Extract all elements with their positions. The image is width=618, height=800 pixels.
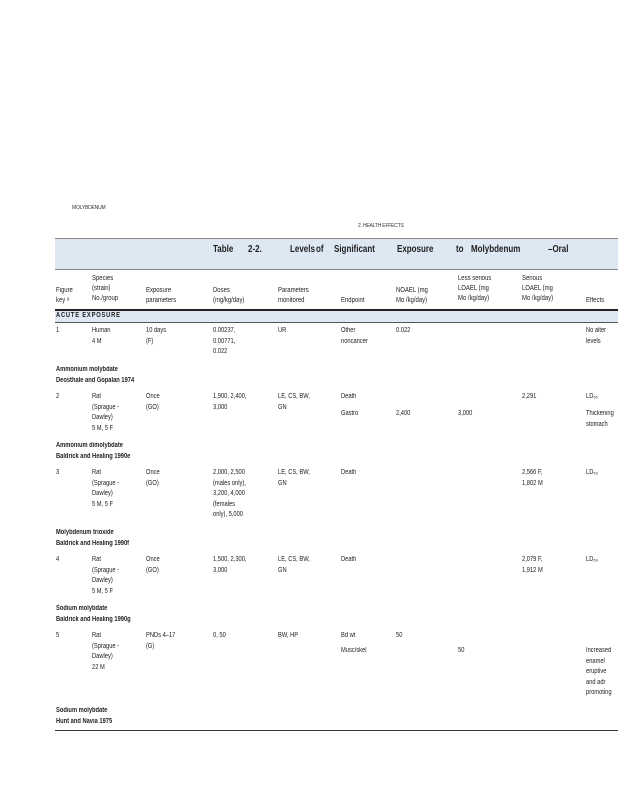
row-endpoint: Other noncancer [341,327,368,345]
row-key: 4 [56,556,60,563]
row-ref-compound: Ammonium dimolybdate [56,442,123,449]
row-ref-citation: Hunt and Navia 1975 [56,718,113,725]
row-species: Rat (Sprague - Dawley) 5 M, 5 F [92,469,120,508]
row-exposure: PNDs 4–17 (G) [146,632,176,650]
row-serious-loael: 2,566 F, 1,802 M [522,469,543,487]
section-label: 2. HEALTH EFFECTS [358,223,404,229]
row-doses: 2,000, 2,500 (males only), 3,200, 4,000 (females only), 5,000 [213,469,246,518]
row-key: 2 [56,393,60,400]
title-word: –Oral [548,244,569,255]
col-parameters-monitored: Parameters monitored [278,287,309,304]
title-top-rule [55,238,618,239]
row-serious-loael: 2,079 F, 1,912 M [522,556,543,574]
row-params: LE, CS, BW, GN [278,469,310,487]
running-title: MOLYBDENUM [72,205,106,211]
row-effects: Increased enamel eruptive and adr promoting [586,647,612,696]
row-endpoint: Death [341,556,357,563]
row-ref-compound: Sodium molybdate [56,605,108,612]
row-endpoint: Musc/skel [341,647,367,654]
row-species: Rat (Sprague - Dawley) 5 M, 5 F [92,393,120,432]
row-key: 3 [56,469,60,476]
table-bottom-rule [55,730,618,731]
title-bottom-rule [55,269,618,270]
section-acute-exposure: ACUTE EXPOSURE [56,312,121,319]
col-endpoint: Endpoint [341,297,365,304]
row-params: LE, CS, BW, GN [278,393,310,411]
section-band-rule [55,322,618,323]
row-exposure: 10 days (F) [146,327,167,345]
section-band [55,311,618,322]
row-ref-compound: Molybdenum trioxide [56,529,114,536]
col-figure-key: Figure key ᵃ [56,287,73,304]
row-ref-compound: Ammonium molybdate [56,366,118,373]
col-less-serious-loael: Less serious LOAEL (mg Mo /kg/day) [458,275,492,302]
row-effects: LD₅₀ [586,393,599,400]
row-params: LE, CS, BW, GN [278,556,310,574]
row-key: 5 [56,632,60,639]
col-effects: Effects [586,297,605,304]
col-exposure-parameters: Exposure parameters [146,287,177,304]
row-doses: 0, 50 [213,632,226,639]
row-ref-citation: Deosthale and Gopalan 1974 [56,377,135,384]
title-word: Exposure [397,244,434,255]
row-serious-loael: 2,291 [522,393,537,400]
row-exposure: Once (GO) [146,556,160,574]
row-endpoint: Gastro [341,410,359,417]
row-noael: 50 [396,632,403,639]
title-word: of [316,244,324,255]
row-doses: 1,900, 2,400, 3,000 [213,393,247,411]
col-species: Species (strain) No./group [92,275,119,302]
row-doses: 0.00237, 0.00771, 0.022 [213,327,236,355]
row-ref-citation: Baldrick and Healing 1990e [56,453,131,460]
row-noael: 0.022 [396,327,411,334]
row-effects: LD₅₀ [586,556,599,563]
row-params: BW, HP [278,632,299,639]
row-less-serious-loael: 50 [458,647,465,654]
row-ref-citation: Baldrick and Healing 1990g [56,616,131,623]
col-noael: NOAEL (mg Mo /kg/day) [396,287,428,304]
row-exposure: Once (GO) [146,393,160,411]
row-ref-compound: Sodium molybdate [56,707,108,714]
title-word: 2-2. [248,244,262,255]
row-effects: Thickening stomach [586,410,614,428]
title-word: Table [213,244,234,255]
row-endpoint: Death [341,393,357,400]
row-params: UR [278,327,287,334]
row-noael: 2,400 [396,410,411,417]
row-effects: LD₅₀ [586,469,599,476]
row-species: Human 4 M [92,327,111,345]
row-species: Rat (Sprague - Dawley) 22 M [92,632,120,671]
col-doses: Doses (mg/kg/day) [213,287,245,304]
row-effects: No alter levels [586,327,607,345]
row-key: 1 [56,327,60,334]
title-word: to [456,244,464,255]
col-serious-loael: Serious LOAEL (mg Mo /kg/day) [522,275,554,302]
title-word: Significant [334,244,375,255]
row-less-serious-loael: 3,000 [458,410,473,417]
row-endpoint: Death [341,469,357,476]
title-word: Levels [290,244,315,255]
row-endpoint: Bd wt [341,632,356,639]
row-ref-citation: Baldrick and Healing 1990f [56,540,130,547]
row-species: Rat (Sprague - Dawley) 5 M, 5 F [92,556,120,595]
row-doses: 1,500, 2,300, 3,000 [213,556,247,574]
row-exposure: Once (GO) [146,469,160,487]
title-word: Molybdenum [471,244,521,255]
